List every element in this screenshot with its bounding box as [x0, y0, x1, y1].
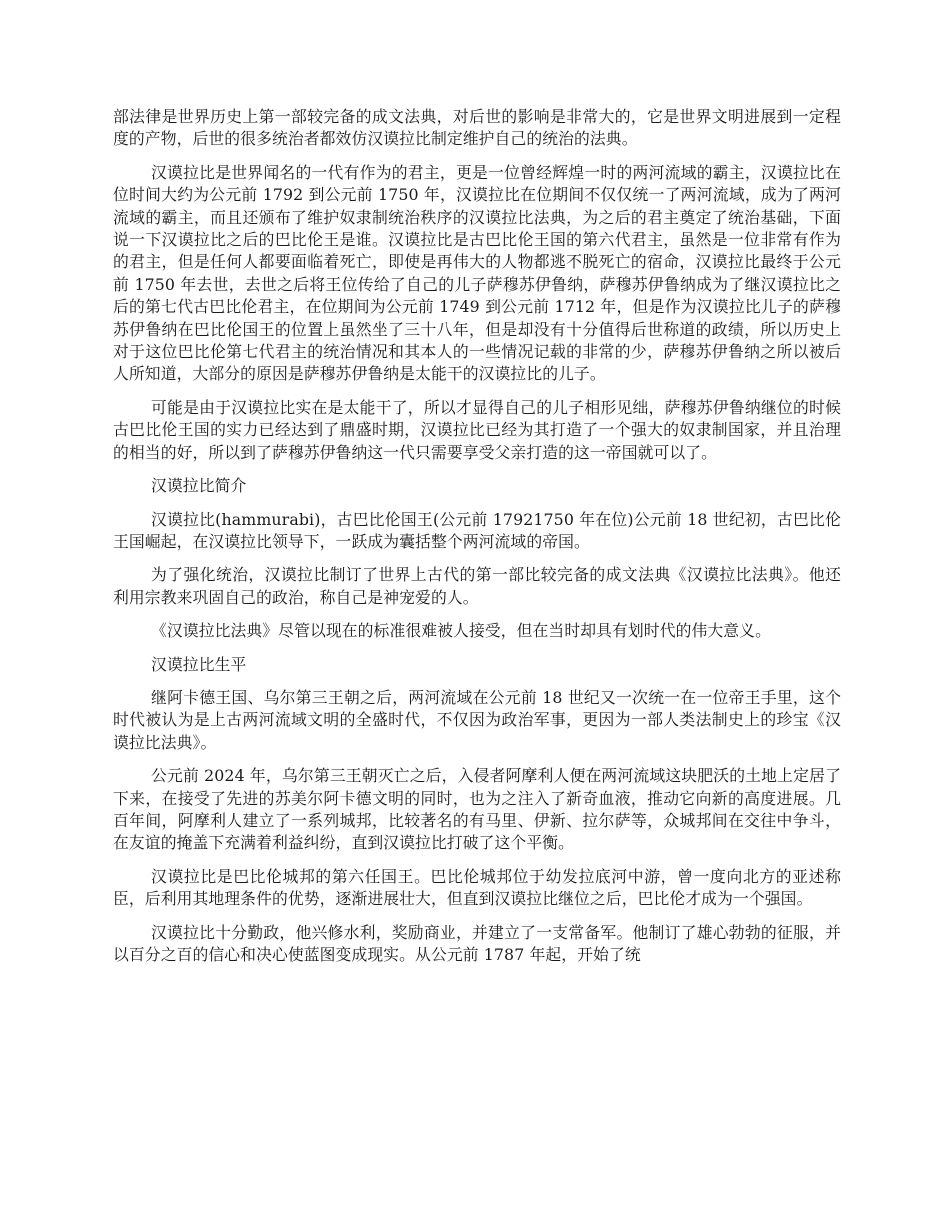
paragraph-law-significance: 《汉谟拉比法典》尽管以现在的标准很难被人接受，但在当时却具有划时代的伟大意义。: [151, 621, 771, 641]
paragraph-governance: 汉谟拉比十分勤政，他兴修水利，奖励商业，并建立了一支常备军。他制订了雄心勃勃的征服，并以百分之百的信心和决心使蓝图变成现实。从公元前 1787 年起，开始了统: [113, 922, 841, 964]
paragraph-intro: 汉谟拉比(hammurabi)，古巴比伦国王(公元前 17921750 年在位)公元前 18 世纪初，古巴比伦王国崛起，在汉谟拉比领导下，一跃成为囊括整个两河流域的帝国。: [113, 509, 841, 551]
document-body: [113, 106, 841, 977]
paragraph-law-code: 为了强化统治，汉谟拉比制订了世界上古代的第一部比较完备的成文法典《汉谟拉比法典》。他还利用宗教来巩固自己的政治，称自己是神宠爱的人。: [113, 565, 841, 607]
paragraph-unification: 继阿卡德王国、乌尔第三王朝之后，两河流域在公元前 18 世纪又一次统一在一位帝王手里，这个时代被认为是上古两河流域文明的全盛时代，不仅因为政治军事，更因为一部人类法制史上的珍宝《汉谟拉比法典》。: [113, 687, 841, 752]
paragraph-continuation: 部法律是世界历史上第一部较完备的成文法典，对后世的影响是非常大的，它是世界文明进展到一定程度的产物，后世的很多统治者都效仿汉谟拉比制定维护自己的统治的法典。: [113, 107, 841, 149]
paragraph-hammurabi-successor: 汉谟拉比是世界闻名的一代有作为的君主，更是一位曾经辉煌一时的两河流域的霸主，汉谟拉比在位时间大约为公元前 1792 到公元前 1750 年，汉谟拉比在位期间不仅仅统一了两河流域，成为了两河流域的霸主，而且还颁布了维护奴隶制统治秩序的汉谟拉比法典，为之后的君主奠定了统治基础，下面说一下汉谟拉比之后的巴比伦王是谁。汉谟拉比是古巴比伦王国的第六代君主，虽然是一位非常有作为的君主，但是任何人都要面临着死亡，即使是再伟大的人物都逃不脱死亡的宿命，汉谟拉比最终于公元前 1750 年去世，去世之后将王位传给了自己的儿子萨穆苏伊鲁纳，萨穆苏伊鲁纳成为了继汉谟拉比之后的第七代古巴比伦君主，在位期间为公元前 1749 到公元前 1712 年，但是作为汉谟拉比儿子的萨穆苏伊鲁纳在巴比伦国王的位置上虽然坐了三十八年，但是却没有十分值得后世称道的政绩，所以历史上对于这位巴比伦第七代君主的统治情况和其本人的一些情况记载的非常的少，萨穆苏伊鲁纳之所以被后人所知道，大部分的原因是萨穆苏伊鲁纳是太能干的汉谟拉比的儿子。: [113, 162, 841, 384]
section-heading-intro: 汉谟拉比简介: [151, 476, 247, 496]
paragraph-son-overshadowed: 可能是由于汉谟拉比实在是太能干了，所以才显得自己的儿子相形见绌，萨穆苏伊鲁纳继位的时候古巴比伦王国的实力已经达到了鼎盛时期，汉谟拉比已经为其打造了一个强大的奴隶制国家，并且治理的相当的好，所以到了萨穆苏伊鲁纳这一代只需要享受父亲打造的这一帝国就可以了。: [113, 397, 841, 462]
section-heading-life: 汉谟拉比生平: [151, 654, 247, 674]
paragraph-babylon-city: 汉谟拉比是巴比伦城邦的第六任国王。巴比伦城邦位于幼发拉底河中游，曾一度向北方的亚述称臣，后利用其地理条件的优势，逐渐进展壮大，但直到汉谟拉比继位之后，巴比伦才成为一个强国。: [113, 866, 841, 909]
paragraph-amorites: 公元前 2024 年，乌尔第三王朝灭亡之后，入侵者阿摩利人便在两河流域这块肥沃的土地上定居了下来，在接受了先进的苏美尔阿卡德文明的同时，也为之注入了新奇血液，推动它向新的高度进展。几百年间，阿摩利人建立了一系列城邦，比较著名的有马里、伊新、拉尔萨等，众城邦间在交往中争斗，在友谊的掩盖下充满着利益纠纷，直到汉谟拉比打破了这个平衡。: [113, 766, 841, 853]
